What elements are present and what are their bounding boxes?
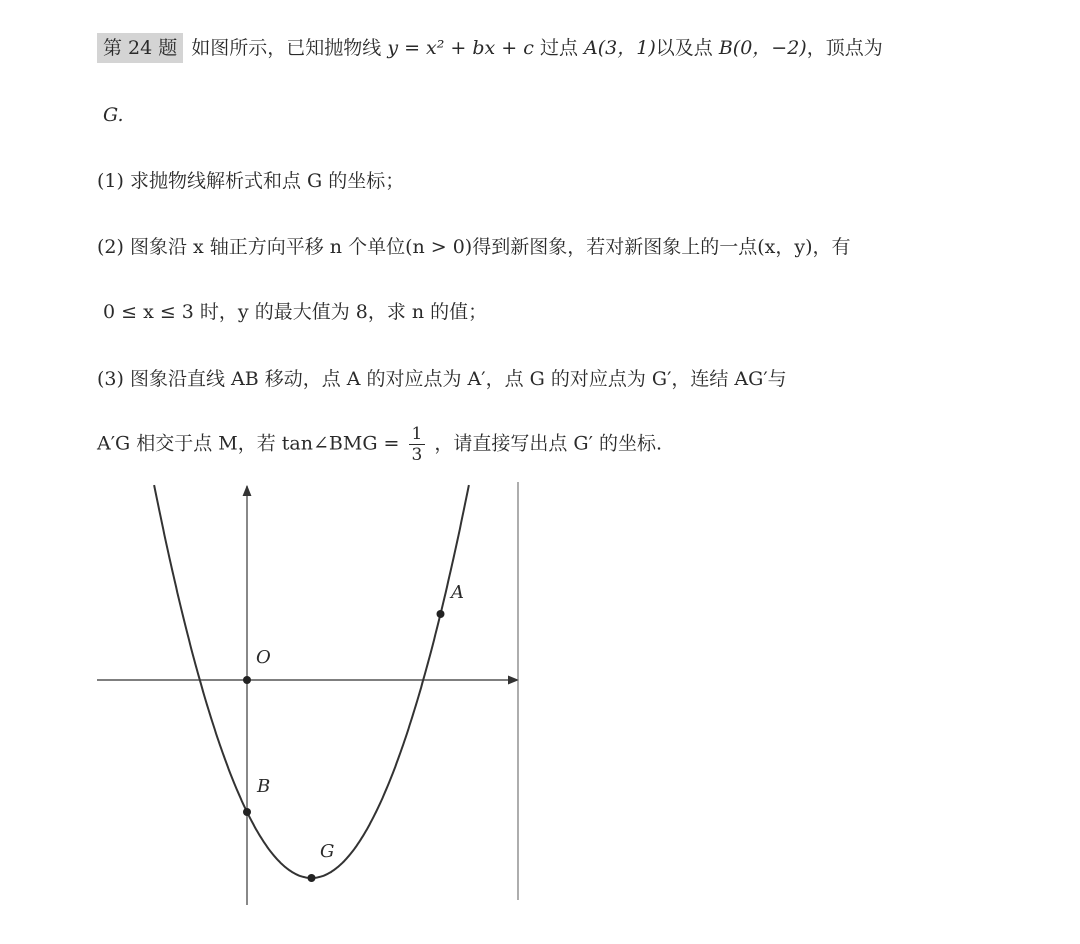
question-line-2: G. xyxy=(103,104,124,126)
point-g xyxy=(308,874,316,882)
label-g: G xyxy=(320,841,335,862)
part-3-line-2-after: ，请直接写出点 G′ 的坐标. xyxy=(434,432,663,455)
part-2-line-2: 0 ≤ x ≤ 3 时，y 的最大值为 8，求 n 的值； xyxy=(103,301,488,323)
stem-part-1: 如图所示，已知抛物线 xyxy=(191,37,382,59)
fraction-denominator: 3 xyxy=(411,445,423,465)
stem-part-3: 以及点 xyxy=(655,37,713,59)
point-a xyxy=(437,610,445,618)
part-3-line-2-before: A′G 相交于点 M，若 tan∠BMG = xyxy=(97,432,400,455)
point-b xyxy=(243,808,251,816)
label-o: O xyxy=(256,647,271,668)
part-1: (1) 求抛物线解析式和点 G 的坐标； xyxy=(97,170,405,192)
point-a-text: A(3，1) xyxy=(584,37,656,59)
stem-part-2: 过点 xyxy=(539,37,578,59)
part-3-line-1: (3) 图象沿直线 AB 移动，点 A 的对应点为 A′，点 G 的对应点为 G′，连结 AG′与 xyxy=(97,368,787,390)
parabola-curve xyxy=(154,485,469,878)
fraction-numerator: 1 xyxy=(409,424,426,445)
question-number: 第 24 题 xyxy=(97,33,183,63)
equation: y = x² + bx + c xyxy=(387,37,534,59)
point-o xyxy=(243,676,251,684)
label-b: B xyxy=(257,776,271,797)
stem-part-4: ，顶点为 xyxy=(806,37,883,59)
label-a: A xyxy=(451,582,464,603)
point-b-text: B(0，−2) xyxy=(718,37,807,59)
part-2-line-1: (2) 图象沿 x 轴正方向平移 n 个单位(n > 0)得到新图象，若对新图象上的一点(x，y)，有 xyxy=(97,236,851,258)
